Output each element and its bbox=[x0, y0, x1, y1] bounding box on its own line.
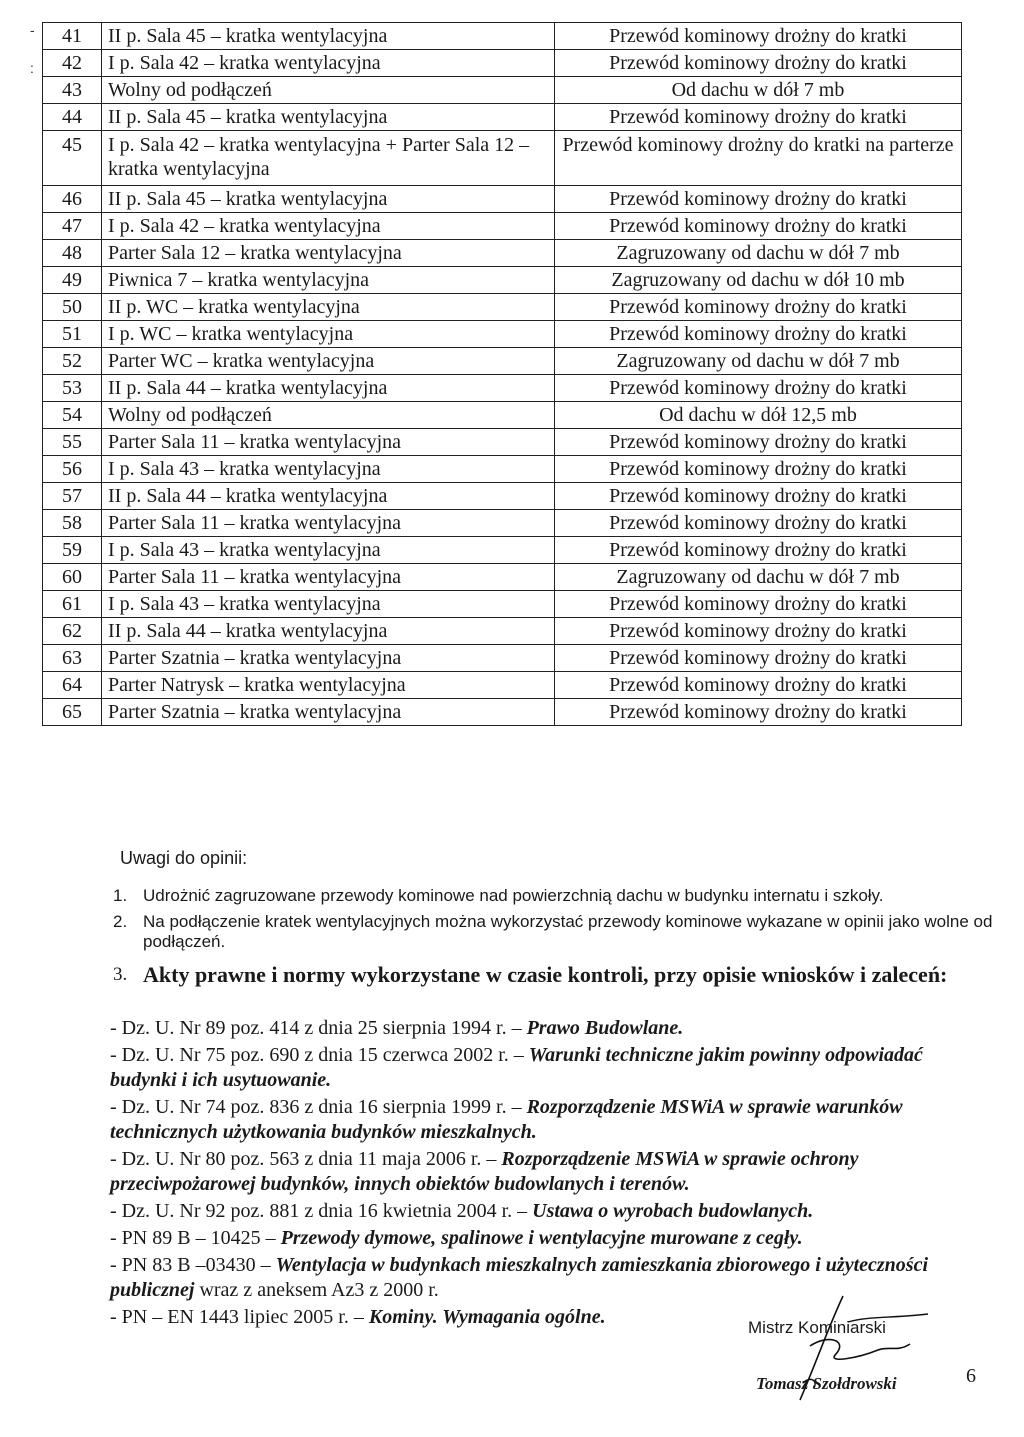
location-cell: I p. WC – kratka wentylacyjna bbox=[102, 321, 555, 348]
table-row bbox=[43, 321, 962, 348]
table-row bbox=[43, 104, 962, 131]
page-number: 6 bbox=[966, 1365, 976, 1387]
status-cell: Przewód kominowy drożny do kratki bbox=[555, 104, 962, 131]
table-row bbox=[43, 240, 962, 267]
row-number: 60 bbox=[43, 564, 102, 591]
table-row bbox=[43, 645, 962, 672]
signature-stamp bbox=[748, 1318, 948, 1398]
row-number: 56 bbox=[43, 456, 102, 483]
signature-title: Mistrz Kominiarski bbox=[748, 1318, 886, 1337]
row-number: 44 bbox=[43, 104, 102, 131]
reference-item bbox=[110, 1147, 990, 1197]
location-cell: II p. Sala 45 – kratka wentylacyjna bbox=[102, 104, 555, 131]
row-number: 47 bbox=[43, 213, 102, 240]
table-row bbox=[43, 77, 962, 104]
status-cell: Zagruzowany od dachu w dół 7 mb bbox=[555, 564, 962, 591]
reference-citation: - PN 89 B – 10425 – bbox=[110, 1227, 281, 1249]
acts-heading bbox=[113, 962, 993, 988]
references-list bbox=[110, 1016, 990, 1332]
location-cell: I p. Sala 43 – kratka wentylacyjna bbox=[102, 537, 555, 564]
table-row bbox=[43, 618, 962, 645]
status-cell: Przewód kominowy drożny do kratki bbox=[555, 456, 962, 483]
status-cell: Zagruzowany od dachu w dół 7 mb bbox=[555, 240, 962, 267]
row-number: 45 bbox=[43, 131, 102, 186]
status-cell: Przewód kominowy drożny do kratki bbox=[555, 510, 962, 537]
row-number: 64 bbox=[43, 672, 102, 699]
status-cell: Przewód kominowy drożny do kratki bbox=[555, 537, 962, 564]
location-cell: Parter Szatnia – kratka wentylacyjna bbox=[102, 645, 555, 672]
reference-tail: wraz z aneksem Az3 z 2000 r. bbox=[194, 1279, 439, 1301]
table-row bbox=[43, 23, 962, 50]
location-cell: II p. Sala 44 – kratka wentylacyjna bbox=[102, 375, 555, 402]
reference-title: Kominy. Wymagania ogólne. bbox=[368, 1306, 606, 1328]
row-number: 59 bbox=[43, 537, 102, 564]
remark-number: 1. bbox=[113, 886, 128, 905]
reference-citation: - Dz. U. Nr 89 poz. 414 z dnia 25 sierpnia 1994 r. – bbox=[110, 1017, 527, 1039]
row-number: 53 bbox=[43, 375, 102, 402]
status-cell: Przewód kominowy drożny do kratki bbox=[555, 294, 962, 321]
table-row bbox=[43, 456, 962, 483]
table-row bbox=[43, 699, 962, 726]
row-number: 58 bbox=[43, 510, 102, 537]
location-cell: Parter WC – kratka wentylacyjna bbox=[102, 348, 555, 375]
reference-title: Warunki techniczne jakim powinny odpowiadać budynki i ich usytuowanie. bbox=[110, 1044, 923, 1091]
status-cell: Przewód kominowy drożny do kratki bbox=[555, 429, 962, 456]
status-cell: Przewód kominowy drożny do kratki bbox=[555, 591, 962, 618]
table-row bbox=[43, 131, 962, 186]
table-row bbox=[43, 537, 962, 564]
row-number: 41 bbox=[43, 23, 102, 50]
reference-citation: - Dz. U. Nr 75 poz. 690 z dnia 15 czerwca 2002 r. – bbox=[110, 1044, 529, 1066]
remark-number: 2. bbox=[113, 912, 128, 931]
reference-item bbox=[110, 1095, 990, 1145]
remark-text: Na podłączenie kratek wentylacyjnych można wykorzystać przewody kominowe wykazane w opinii jako wolne od podłączeń. bbox=[143, 912, 993, 951]
status-cell: Przewód kominowy drożny do kratki bbox=[555, 213, 962, 240]
location-cell: II p. Sala 44 – kratka wentylacyjna bbox=[102, 618, 555, 645]
reference-citation: - Dz. U. Nr 92 poz. 881 z dnia 16 kwietnia 2004 r. – bbox=[110, 1200, 533, 1222]
table-body bbox=[43, 23, 962, 726]
status-cell: Przewód kominowy drożny do kratki bbox=[555, 645, 962, 672]
status-cell: Przewód kominowy drożny do kratki bbox=[555, 321, 962, 348]
reference-item bbox=[110, 1016, 990, 1041]
row-number: 54 bbox=[43, 402, 102, 429]
reference-title: Rozporządzenie MSWiA w sprawie ochrony przeciwpożarowej budynków, innych obiektów budowlanych i terenów. bbox=[110, 1148, 859, 1195]
table-row bbox=[43, 50, 962, 77]
table-row bbox=[43, 402, 962, 429]
remarks-title: Uwagi do opinii: bbox=[120, 848, 248, 868]
row-number: 65 bbox=[43, 699, 102, 726]
row-number: 52 bbox=[43, 348, 102, 375]
remark-item bbox=[113, 912, 993, 952]
status-cell: Przewód kominowy drożny do kratki bbox=[555, 672, 962, 699]
status-cell: Przewód kominowy drożny do kratki bbox=[555, 699, 962, 726]
location-cell: II p. Sala 45 – kratka wentylacyjna bbox=[102, 23, 555, 50]
location-cell: Parter Sala 11 – kratka wentylacyjna bbox=[102, 429, 555, 456]
row-number: 43 bbox=[43, 77, 102, 104]
chimney-inspection-table bbox=[42, 22, 962, 726]
status-cell: Zagruzowany od dachu w dół 7 mb bbox=[555, 348, 962, 375]
remark-number: 3. bbox=[113, 964, 128, 985]
location-cell: I p. Sala 43 – kratka wentylacyjna bbox=[102, 456, 555, 483]
table-row bbox=[43, 213, 962, 240]
status-cell: Przewód kominowy drożny do kratki bbox=[555, 50, 962, 77]
location-cell: Parter Sala 11 – kratka wentylacyjna bbox=[102, 564, 555, 591]
row-number: 57 bbox=[43, 483, 102, 510]
table-row bbox=[43, 591, 962, 618]
status-cell: Od dachu w dół 7 mb bbox=[555, 77, 962, 104]
table-row bbox=[43, 510, 962, 537]
location-cell: Parter Natrysk – kratka wentylacyjna bbox=[102, 672, 555, 699]
reference-title: Prawo Budowlane. bbox=[526, 1017, 684, 1039]
location-cell: II p. Sala 44 – kratka wentylacyjna bbox=[102, 483, 555, 510]
row-number: 61 bbox=[43, 591, 102, 618]
status-cell: Od dachu w dół 12,5 mb bbox=[555, 402, 962, 429]
table-row bbox=[43, 375, 962, 402]
status-cell: Przewód kominowy drożny do kratki bbox=[555, 483, 962, 510]
table-row bbox=[43, 672, 962, 699]
location-cell: Parter Szatnia – kratka wentylacyjna bbox=[102, 699, 555, 726]
reference-citation: - Dz. U. Nr 80 poz. 563 z dnia 11 maja 2006 r. – bbox=[110, 1148, 502, 1170]
status-cell: Zagruzowany od dachu w dół 10 mb bbox=[555, 267, 962, 294]
row-number: 48 bbox=[43, 240, 102, 267]
remarks-list bbox=[113, 886, 993, 958]
reference-title: Wentylacja w budynkach mieszkalnych zamieszkania zbiorowego i użyteczności publicznej bbox=[110, 1254, 929, 1301]
reference-item bbox=[110, 1199, 990, 1224]
table-row bbox=[43, 564, 962, 591]
row-number: 63 bbox=[43, 645, 102, 672]
status-cell: Przewód kominowy drożny do kratki bbox=[555, 186, 962, 213]
reference-item bbox=[110, 1043, 990, 1093]
location-cell: I p. Sala 43 – kratka wentylacyjna bbox=[102, 591, 555, 618]
remark-text: Udrożnić zagruzowane przewody kominowe nad powierzchnią dachu w budynku internatu i szkoły. bbox=[143, 886, 884, 905]
row-number: 46 bbox=[43, 186, 102, 213]
margin-mark: : bbox=[30, 60, 34, 76]
reference-title: Rozporządzenie MSWiA w sprawie warunków technicznych użytkowania budynków mieszkalnych. bbox=[110, 1096, 903, 1143]
location-cell: Wolny od podłączeń bbox=[102, 77, 555, 104]
row-number: 49 bbox=[43, 267, 102, 294]
table-row bbox=[43, 294, 962, 321]
row-number: 62 bbox=[43, 618, 102, 645]
table-row bbox=[43, 429, 962, 456]
row-number: 50 bbox=[43, 294, 102, 321]
location-cell: II p. WC – kratka wentylacyjna bbox=[102, 294, 555, 321]
location-cell: II p. Sala 45 – kratka wentylacyjna bbox=[102, 186, 555, 213]
acts-heading-text: Akty prawne i normy wykorzystane w czasie kontroli, przy opisie wniosków i zaleceń: bbox=[143, 962, 948, 987]
table-row bbox=[43, 348, 962, 375]
location-cell: I p. Sala 42 – kratka wentylacyjna + Parter Sala 12 – kratka wentylacyjna bbox=[102, 131, 555, 186]
status-cell: Przewód kominowy drożny do kratki na parterze bbox=[555, 131, 962, 186]
location-cell: I p. Sala 42 – kratka wentylacyjna bbox=[102, 50, 555, 77]
reference-citation: - PN 83 B –03430 – bbox=[110, 1254, 276, 1276]
row-number: 42 bbox=[43, 50, 102, 77]
table-row bbox=[43, 186, 962, 213]
location-cell: Parter Sala 11 – kratka wentylacyjna bbox=[102, 510, 555, 537]
status-cell: Przewód kominowy drożny do kratki bbox=[555, 23, 962, 50]
location-cell: Parter Sala 12 – kratka wentylacyjna bbox=[102, 240, 555, 267]
row-number: 55 bbox=[43, 429, 102, 456]
row-number: 51 bbox=[43, 321, 102, 348]
reference-item bbox=[110, 1226, 990, 1251]
reference-citation: - PN – EN 1443 lipiec 2005 r. – bbox=[110, 1306, 369, 1328]
location-cell: I p. Sala 42 – kratka wentylacyjna bbox=[102, 213, 555, 240]
signature-name: Tomasz Szołdrowski bbox=[756, 1374, 897, 1393]
status-cell: Przewód kominowy drożny do kratki bbox=[555, 375, 962, 402]
margin-mark: - bbox=[30, 22, 35, 38]
remark-item bbox=[113, 886, 993, 906]
location-cell: Piwnica 7 – kratka wentylacyjna bbox=[102, 267, 555, 294]
table-row bbox=[43, 267, 962, 294]
reference-title: Ustawa o wyrobach budowlanych. bbox=[532, 1200, 814, 1222]
reference-citation: - Dz. U. Nr 74 poz. 836 z dnia 16 sierpnia 1999 r. – bbox=[110, 1096, 527, 1118]
location-cell: Wolny od podłączeń bbox=[102, 402, 555, 429]
reference-title: Przewody dymowe, spalinowe i wentylacyjne murowane z cegły. bbox=[280, 1227, 803, 1249]
status-cell: Przewód kominowy drożny do kratki bbox=[555, 618, 962, 645]
table-row bbox=[43, 483, 962, 510]
